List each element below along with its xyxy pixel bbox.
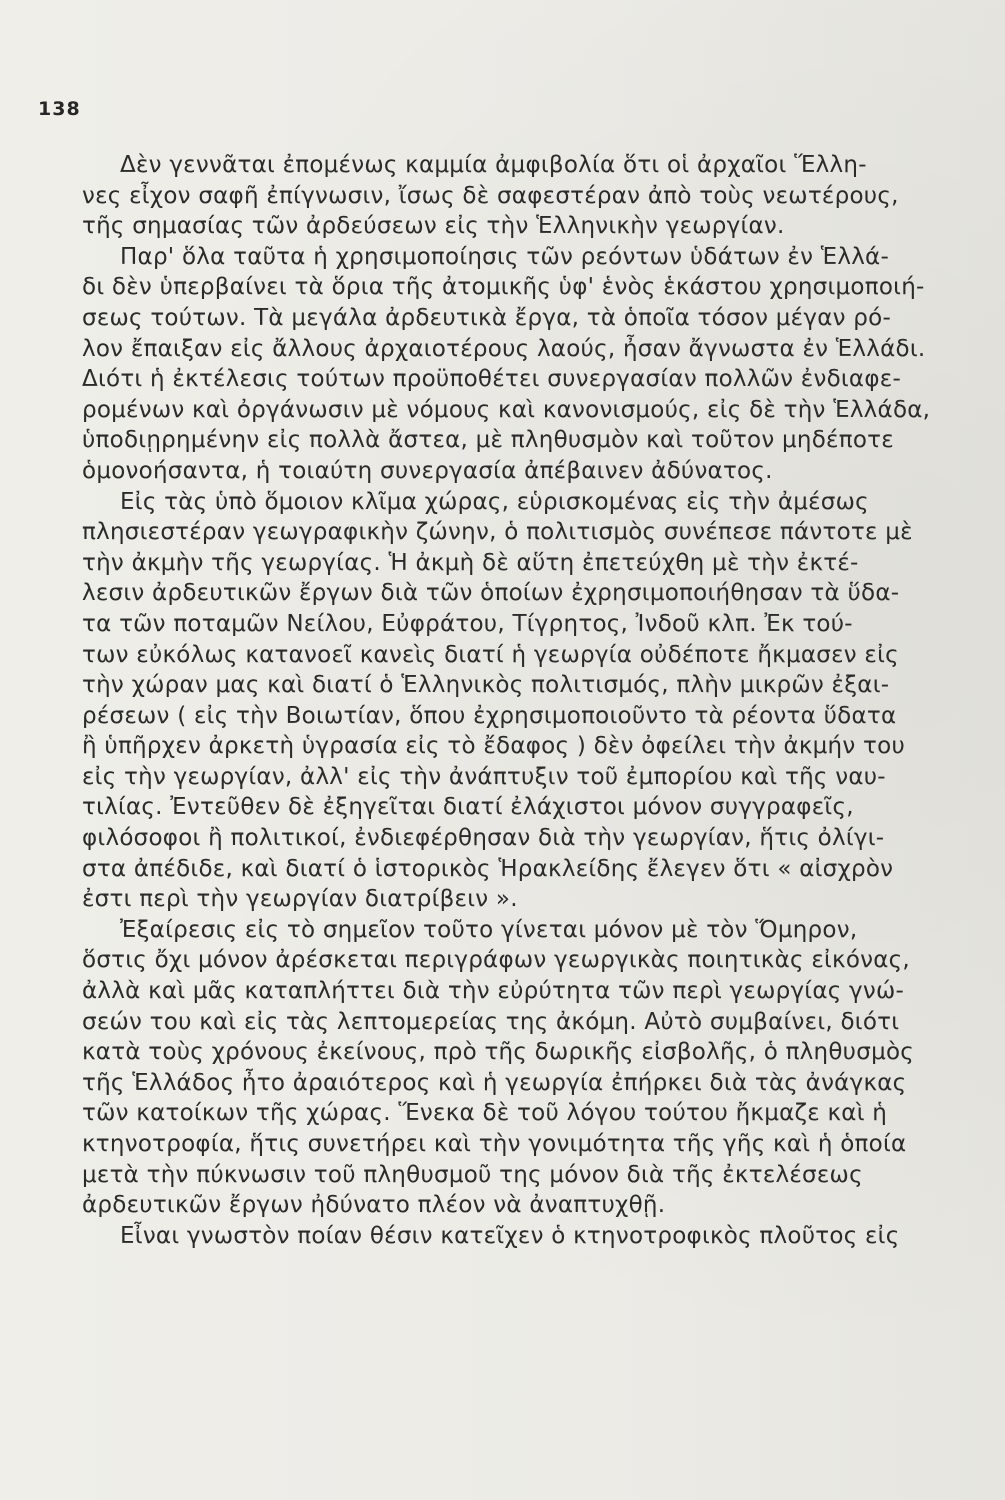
text-line: νες εἶχον σαφῆ ἐπίγνωσιν, ἴσως δὲ σαφεστέραν ἀπὸ τοὺς νεωτέρους, xyxy=(82,182,899,209)
text-line: μετὰ τὴν πύκνωσιν τοῦ πληθυσμοῦ της μόνον διὰ τῆς ἐκτελέσεως xyxy=(82,1161,863,1188)
text-line: τῶν κατοίκων τῆς χώρας. Ἕνεκα δὲ τοῦ λόγου τούτου ἤκμαζε καὶ ἡ xyxy=(82,1100,888,1127)
text-line: τὴν ἀκμὴν τῆς γεωργίας. Ἡ ἀκμὴ δὲ αὕτη ἐπετεύχθη μὲ τὴν ἐκτέ- xyxy=(82,549,859,576)
text-line: ἀρδευτικῶν ἔργων ἠδύνατο πλέον νὰ ἀναπτυχθῇ. xyxy=(82,1192,666,1219)
text-line: Δὲν γεννᾶται ἐπομένως καμμία ἀμφιβολία ὅτι οἱ ἀρχαῖοι Ἕλλη- xyxy=(120,152,867,178)
text-line: τῆς σημασίας τῶν ἀρδεύσεων εἰς τὴν Ἑλληνικὴν γεωργίαν. xyxy=(82,213,785,240)
paragraph-4 xyxy=(82,915,952,1221)
text-line: ρομένων καὶ ὀργάνωσιν μὲ νόμους καὶ κανονισμούς, εἰς δὲ τὴν Ἑλλάδα, xyxy=(82,396,931,423)
text-line: των εὐκόλως κατανοεῖ κανεὶς διατί ἡ γεωργία οὐδέποτε ἤκμασεν εἰς xyxy=(82,641,899,668)
text-line: τιλίας. Ἐντεῦθεν δὲ ἐξηγεῖται διατί ἐλάχιστοι μόνον συγγραφεῖς, xyxy=(82,794,854,821)
text-line: σεών του καὶ εἰς τὰς λεπτομερείας της ἀκόμη. Αὐτὸ συμβαίνει, διότι xyxy=(82,1008,900,1035)
text-line: ἀλλὰ καὶ μᾶς καταπλήττει διὰ τὴν εὐρύτητα τῶν περὶ γεωργίας γνώ- xyxy=(82,978,905,1005)
text-line: Διότι ἡ ἐκτέλεσις τούτων προϋποθέτει συνεργασίαν πολλῶν ἐνδιαφε- xyxy=(82,366,901,393)
text-line: σεως τούτων. Τὰ μεγάλα ἀρδευτικὰ ἔργα, τὰ ὁποῖα τόσον μέγαν ρό- xyxy=(82,304,891,331)
text-line: Ἐξαίρεσις εἰς τὸ σημεῖον τοῦτο γίνεται μόνον μὲ τὸν Ὅμηρον, xyxy=(120,916,858,943)
text-line: τῆς Ἑλλάδος ἦτο ἀραιότερος καὶ ἡ γεωργία ἐπήρκει διὰ τὰς ἀνάγκας xyxy=(82,1069,907,1096)
text-line: φιλόσοφοι ἢ πολιτικοί, ἐνδιεφέρθησαν διὰ τὴν γεωργίαν, ἥτις ὀλίγι- xyxy=(82,825,885,852)
text-line: Εἰς τὰς ὑπὸ ὅμοιον κλῖμα χώρας, εὑρισκομένας εἰς τὴν ἀμέσως xyxy=(120,488,869,515)
text-line: κτηνοτροφία, ἥτις συνετήρει καὶ τὴν γονιμότητα τῆς γῆς καὶ ἡ ὁποία xyxy=(82,1131,907,1157)
paragraph-3 xyxy=(82,487,952,915)
text-line: τα τῶν ποταμῶν Νείλου, Εὐφράτου, Τίγρητος, Ἰνδοῦ κλπ. Ἐκ τού- xyxy=(82,610,853,637)
text-line: εἰς τὴν γεωργίαν, ἀλλ' εἰς τὴν ἀνάπτυξιν τοῦ ἐμπορίου καὶ τῆς ναυ- xyxy=(82,763,886,790)
text-line: λον ἔπαιξαν εἰς ἄλλους ἀρχαιοτέρους λαούς, ἦσαν ἄγνωστα ἐν Ἑλλάδι. xyxy=(82,335,926,362)
text-line: στα ἀπέδιδε, καὶ διατί ὁ ἱστορικὸς Ἡρακλείδης ἔλεγεν ὅτι « αἰσχρὸν xyxy=(82,855,894,882)
page-number: 138 xyxy=(38,98,81,120)
text-line: ἢ ὑπῆρχεν ἀρκετὴ ὑγρασία εἰς τὸ ἔδαφος ) δὲν ὀφείλει τὴν ἀκμήν του xyxy=(82,733,906,760)
text-line: ρέσεων ( εἰς τὴν Βοιωτίαν, ὅπου ἐχρησιμοποιοῦντο τὰ ρέοντα ὕδατα xyxy=(82,702,897,729)
paragraph-1 xyxy=(82,150,952,242)
text-line: ὑποδιῃρημένην εἰς πολλὰ ἄστεα, μὲ πληθυσμὸν καὶ τοῦτον μηδέποτε xyxy=(82,427,894,454)
text-line: ὅστις ὄχι μόνον ἀρέσκεται περιγράφων γεωργικὰς ποιητικὰς εἰκόνας, xyxy=(82,947,910,974)
text-line: κατὰ τοὺς χρόνους ἐκείνους, πρὸ τῆς δωρικῆς εἰσβολῆς, ὁ πληθυσμὸς xyxy=(82,1039,915,1066)
text-line: Παρ' ὅλα ταῦτα ἡ χρησιμοποίησις τῶν ρεόντων ὑδάτων ἐν Ἑλλά- xyxy=(120,243,890,270)
text-line: δι δὲν ὑπερβαίνει τὰ ὅρια τῆς ἀτομικῆς ὑφ' ἑνὸς ἑκάστου χρησιμοποιή- xyxy=(82,274,925,301)
text-line: πλησιεστέραν γεωγραφικὴν ζώνην, ὁ πολιτισμὸς συνέπεσε πάντοτε μὲ xyxy=(82,519,913,546)
paragraph-5 xyxy=(82,1221,952,1252)
text-line: ὁμονοήσαντα, ἡ τοιαύτη συνεργασία ἀπέβαινεν ἀδύνατος. xyxy=(82,457,773,484)
text-line: λεσιν ἀρδευτικῶν ἔργων διὰ τῶν ὁποίων ἐχρησιμοποιήθησαν τὰ ὕδα- xyxy=(82,580,900,607)
text-line: τὴν χώραν μας καὶ διατί ὁ Ἑλληνικὸς πολιτισμός, πλὴν μικρῶν ἐξαι- xyxy=(82,672,890,699)
text-line: ἐστι περὶ τὴν γεωργίαν διατρίβειν ». xyxy=(82,886,518,913)
paragraph-2 xyxy=(82,242,952,487)
text-line: Εἶναι γνωστὸν ποίαν θέσιν κατεῖχεν ὁ κτηνοτροφικὸς πλοῦτος εἰς xyxy=(120,1222,900,1249)
body-text xyxy=(82,150,952,1251)
